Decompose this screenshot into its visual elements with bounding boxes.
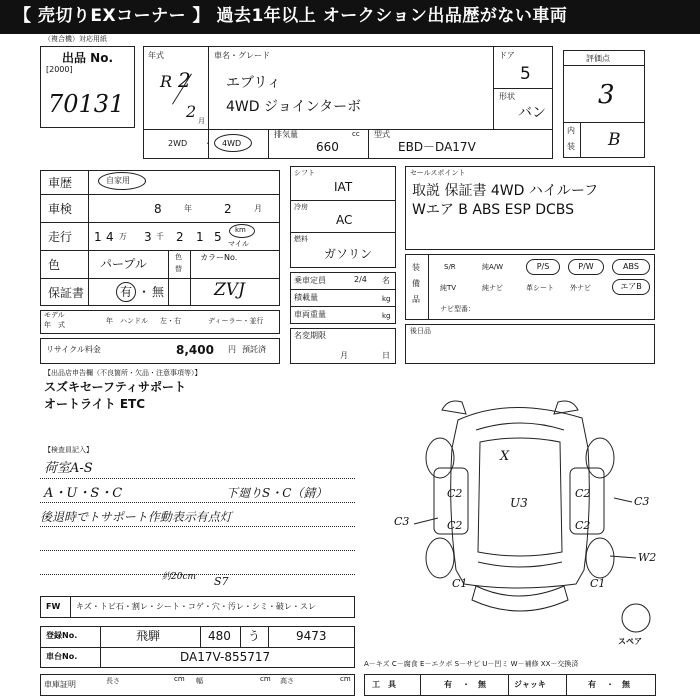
handle-label: ハンドル	[120, 317, 148, 325]
cert-len-label: 長さ	[106, 677, 120, 685]
inspector-label: 【検査員記入】	[44, 446, 93, 454]
capacity-value: 2/4	[354, 275, 367, 284]
score: 3	[598, 80, 615, 110]
sen-unit: 千	[156, 232, 164, 241]
diag-mark-c1-1: C1	[452, 577, 468, 590]
sales-points-line1: 取説 保証書 4WD ハイルーフ	[412, 183, 599, 199]
car-name: エブリィ	[226, 75, 281, 91]
year: 2	[178, 68, 191, 92]
windshield	[476, 423, 564, 430]
ac-label: 冷房	[294, 203, 308, 211]
wheel-rl	[426, 538, 454, 578]
mileage-label: 走行	[48, 230, 73, 244]
recycle-label: リサイクル料金	[46, 345, 101, 354]
condition-fw: FW	[46, 602, 61, 611]
spare-label: スペア	[618, 637, 642, 646]
interior-label-1: 内	[567, 126, 575, 135]
mileage-5: 1	[196, 230, 204, 244]
reg-area: 飛騨	[136, 629, 161, 643]
diag-mark-c2-4: C2	[575, 519, 591, 532]
fuel-value: ガソリン	[324, 247, 373, 261]
recycle-value: 8,400	[176, 343, 214, 357]
cc-unit: cc	[352, 130, 360, 138]
wheel-rr	[586, 538, 614, 578]
tools-no: 無	[478, 680, 486, 689]
reg-kana: う	[248, 629, 261, 643]
after-items-label: 後日品	[410, 327, 431, 335]
recolor-label-2: 替	[175, 265, 182, 273]
era: R	[160, 72, 173, 91]
banner-text: 【 売切りEXコーナー 】 過去1年以上 オークション出品歴がない車両	[14, 6, 568, 26]
diag-mark-c2-1: C2	[447, 487, 463, 500]
weight-label: 車両重量	[294, 310, 326, 319]
inspector-line2b: 下廻りS・C（錆）	[226, 486, 328, 500]
diag-mark-c1-2: C1	[590, 577, 606, 590]
equip-navi: 純ナビ	[482, 284, 503, 292]
doors: 5	[520, 64, 531, 84]
capacity-unit: 名	[382, 276, 390, 285]
diag-mark-c2-2: C2	[447, 519, 463, 532]
score-label: 評価点	[586, 54, 610, 63]
inspection-label: 車検	[48, 202, 73, 216]
store-report-label: 【出品店申告欄（不良箇所・欠品・注意事項等）】	[44, 369, 202, 377]
tools-sep: ・	[462, 680, 470, 689]
chassis: DA17V-855717	[180, 650, 271, 664]
equipment-label-3: 品	[412, 295, 420, 304]
capacity-label: 乗車定員	[294, 276, 326, 285]
equip-ext-navi: 外ナビ	[570, 284, 591, 292]
tools-yes: 有	[444, 680, 452, 689]
warranty-sep: ・	[138, 285, 151, 299]
recolor-label-1: 色	[175, 253, 182, 261]
lot-number: 70131	[48, 90, 125, 118]
diag-mark-c3-right: C3	[634, 495, 650, 508]
equip-airbag: エアB	[612, 279, 650, 295]
load-unit: kg	[382, 295, 391, 303]
jack-no: 無	[622, 680, 630, 689]
equip-abs: ABS	[612, 259, 650, 275]
left-mirror	[442, 401, 466, 414]
sales-points-line2: Wエア B ABS ESP DCBS	[412, 202, 575, 218]
equip-sr: S/R	[444, 263, 456, 271]
name-change-unit: 月	[340, 351, 348, 360]
mileage-6: 5	[214, 230, 222, 244]
year-label: 年式	[148, 51, 164, 60]
shift-value: IAT	[334, 180, 353, 194]
wheel-fl	[426, 438, 454, 478]
after-items-box	[405, 324, 655, 364]
diagram-legend: A－キズ C－腐食 E－エクボ S－サビ U－凹ミ W－補修 XX－交換済	[364, 660, 579, 668]
equip-tv: 純TV	[440, 284, 457, 292]
lot-code: [2000]	[46, 65, 73, 74]
condition-legend: キズ・トビ石・割レ・シート・コゲ・穴・汚レ・シミ・破レ・スレ	[76, 602, 316, 611]
cert-cm-3: cm	[340, 675, 351, 683]
inspector-line3: 後退時でトサポート作動表示有点灯	[40, 510, 232, 524]
mile-unit: マイル	[228, 240, 249, 248]
shift-label: シフト	[294, 169, 315, 177]
rear-bumper	[472, 586, 568, 611]
warranty-no: 無	[152, 285, 165, 299]
name-label: 車名・グレード	[214, 51, 270, 60]
man-unit: 万	[119, 232, 127, 241]
tools-label: 工 具	[372, 680, 396, 689]
colorno-label: カラーNo.	[200, 253, 238, 262]
cert-width-label: 幅	[196, 677, 203, 685]
equip-sheet: 革シート	[526, 284, 554, 292]
month: 2	[186, 102, 197, 121]
color-value: パープル	[100, 257, 147, 271]
inspection-year-unit: 年	[184, 204, 192, 213]
equip-pw: P/W	[568, 259, 604, 275]
drive-4wd: 4WD	[222, 139, 242, 148]
rear-window	[478, 562, 562, 567]
dealer-label: ディーラー・並行	[208, 317, 264, 325]
model-year-label-1: モデル	[44, 311, 65, 319]
name-change-day: 日	[382, 351, 390, 360]
ac-value: AC	[336, 213, 353, 227]
name-change-label: 名変期限	[294, 331, 326, 340]
condition-note1: 約20cm	[162, 572, 197, 582]
chassis-label: 車台No.	[46, 652, 78, 661]
history-label: 車歴	[48, 176, 73, 190]
equip-navi-model: ナビ型番：	[440, 305, 475, 313]
warranty-yes: 有	[120, 285, 133, 299]
reg-class-no: 480	[208, 629, 231, 643]
recycle-note: 預託済	[242, 345, 266, 354]
colorno-value: ZVJ	[214, 280, 245, 300]
lot-label: 出品 No.	[62, 51, 114, 65]
inspector-line1: 荷室A-S	[44, 461, 93, 476]
model: EBD－DA17V	[398, 140, 476, 154]
drive-2wd: 2WD	[168, 139, 188, 148]
inspection-month: 2	[224, 202, 232, 216]
grade: 4WD ジョインターボ	[226, 99, 362, 115]
equipment-label-2: 備	[412, 279, 420, 288]
load-label: 積載量	[294, 293, 318, 302]
diag-mark-c3-left: C3	[394, 515, 410, 528]
mileage-2: 4	[106, 230, 114, 244]
mileage-4: 2	[176, 230, 184, 244]
equipment-label-1: 装	[412, 263, 420, 272]
wheel-fr	[586, 438, 614, 478]
mileage-1: 1	[94, 230, 102, 244]
weight-unit: kg	[382, 312, 391, 320]
diag-mark-x: X	[500, 449, 510, 464]
model-year-unit: 年	[106, 317, 113, 325]
jack-sep: ・	[606, 680, 614, 689]
leader-c3-right	[614, 498, 632, 502]
sales-points-label: セールスポイント	[410, 169, 466, 177]
displacement-label: 排気量	[274, 130, 298, 139]
cert-cm-1: cm	[174, 675, 185, 683]
jack-yes: 有	[588, 680, 596, 689]
interior-grade: B	[608, 130, 621, 150]
sub-note: （複合機）対応用紙	[44, 35, 107, 43]
history-value: 自家用	[106, 176, 130, 185]
mileage-3: 3	[144, 230, 152, 244]
store-report-line2: オートライト ETC	[44, 397, 146, 411]
car-damage-diagram	[380, 380, 680, 660]
spare-wheel	[622, 604, 650, 632]
month-suffix: 月	[198, 117, 205, 125]
km-unit: km	[235, 226, 246, 234]
drive-sep: ・	[204, 139, 212, 148]
model-label: 型式	[374, 130, 390, 139]
inspection-month-unit: 月	[254, 204, 262, 213]
equip-aw: 純A/W	[482, 263, 504, 271]
condition-note2: S7	[214, 575, 229, 588]
model-year-label-2: 年 式	[44, 321, 65, 329]
reg-number: 9473	[296, 629, 327, 643]
inspection-year: 8	[154, 202, 162, 216]
equip-ps: P/S	[526, 259, 560, 275]
displacement: 660	[316, 140, 339, 154]
fuel-label: 燃料	[294, 235, 308, 243]
warranty-label: 保証書	[48, 286, 85, 300]
body-type: バン	[518, 105, 546, 121]
jack-label: ジャッキ	[514, 680, 546, 689]
color-label: 色	[48, 258, 61, 272]
store-report-line1: スズキセーフティサポート	[44, 380, 186, 394]
cert-height-label: 高さ	[280, 677, 294, 685]
diag-mark-w2: W2	[638, 551, 657, 564]
recycle-unit: 円	[228, 345, 236, 354]
diag-mark-u3: U3	[510, 496, 528, 510]
body-label: 形状	[499, 92, 515, 101]
interior-label-2: 装	[567, 142, 575, 151]
cert-cm-2: cm	[260, 675, 271, 683]
handle-value: 左・右	[160, 317, 181, 325]
doors-label: ドア	[499, 51, 515, 60]
diag-mark-c2-3: C2	[575, 487, 591, 500]
reg-label: 登録No.	[46, 631, 78, 640]
cert-label: 車庫証明	[44, 680, 76, 689]
inspector-line2: A・U・S・C	[44, 486, 123, 501]
